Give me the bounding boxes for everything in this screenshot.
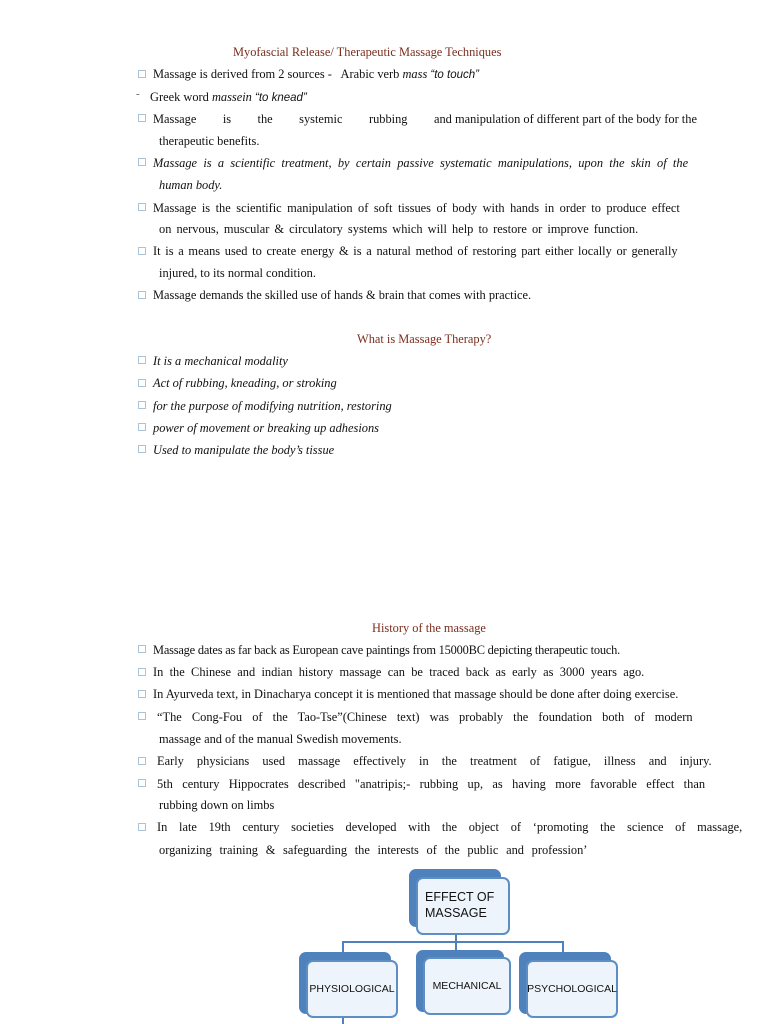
bullet-icon — [138, 757, 146, 765]
bullet-icon — [138, 423, 146, 431]
connector-bottom — [342, 1018, 344, 1024]
paragraph-energy: It is a means used to create energy & is a natural method of restoring part either locally or generally — [153, 244, 678, 258]
chart-root-node — [416, 877, 510, 935]
history-item: In late 19th century societies developed with the object of ‘promoting the science of massage, — [157, 820, 743, 834]
section-title-therapy: What is Massage Therapy? — [357, 332, 492, 346]
bullet-icon — [138, 291, 146, 299]
history-item: Early physicians used massage effectively in the treatment of fatigue, illness and injury. — [157, 754, 712, 768]
history-item: 5th century Hippocrates described "anatripis;- rubbing up, as having more favorable effect than — [157, 777, 706, 791]
bullet-icon — [138, 158, 146, 166]
list-item: for the purpose of modifying nutrition, restoring — [153, 399, 392, 413]
paragraph-line: human body. — [159, 178, 223, 192]
history-item: Massage dates as far back as European cave paintings from 15000BC depicting therapeutic touch. — [153, 643, 621, 657]
bullet-icon — [138, 779, 146, 787]
chart-node-physiological — [306, 960, 398, 1018]
chart-node-label: PSYCHOLOGICAL — [527, 983, 617, 995]
chart-root-label: EFFECT OF MASSAGE — [425, 890, 495, 920]
history-item: “The Cong-Fou of the Tao-Tse”(Chinese text) was probably the foundation both of modern — [157, 710, 693, 724]
bullet-icon — [138, 401, 146, 409]
bullet-icon — [138, 712, 146, 720]
paragraph-line: on nervous, muscular & circulatory systems which will help to restore or improve function. — [159, 222, 639, 236]
list-item: Used to manipulate the body’s tissue — [153, 443, 335, 457]
section-title-history: History of the massage — [372, 621, 486, 635]
list-item: It is a mechanical modality — [153, 354, 288, 368]
chart-node-mechanical — [423, 957, 511, 1015]
bullet-icon — [138, 690, 146, 698]
paragraph-line: organizing training & safeguarding the interests of the public and profession’ — [159, 843, 588, 857]
greek-line: Greek word massein “to knead” — [150, 90, 307, 104]
paragraph-line: massage and of the manual Swedish movements. — [159, 732, 402, 746]
bullet-icon — [138, 445, 146, 453]
list-item: Act of rubbing, kneading, or stroking — [153, 376, 337, 390]
bullet-icon — [138, 70, 146, 78]
chart-node-label: MECHANICAL — [432, 980, 502, 992]
bullet-icon — [138, 203, 146, 211]
bullet-icon — [138, 356, 146, 364]
bullet-icon — [138, 668, 146, 676]
paragraph-line: rubbing down on limbs — [159, 798, 275, 812]
history-item: In Ayurveda text, in Dinacharya concept it is mentioned that massage should be done after doing exercise. — [153, 687, 679, 701]
paragraph-line: injured, to its normal condition. — [159, 266, 316, 280]
list-item: power of movement or breaking up adhesions — [153, 421, 379, 435]
section-title-techniques: Myofascial Release/ Therapeutic Massage Techniques — [233, 45, 502, 59]
history-item: In the Chinese and indian history massage can be traced back as early as 3000 years ago. — [153, 665, 645, 679]
bullet-icon — [138, 114, 146, 122]
paragraph-massage-systemic: Massage is the systemic rubbing and manipulation of different part of the body for the — [153, 112, 697, 126]
bullet-icon — [138, 645, 146, 653]
derived-line: Massage is derived from 2 sources - Arabic verb mass “to touch” — [153, 67, 479, 81]
bullet-icon — [138, 247, 146, 255]
paragraph-skilled-use: Massage demands the skilled use of hands & brain that comes with practice. — [153, 288, 532, 302]
bullet-icon — [138, 379, 146, 387]
connector-horizontal — [342, 941, 564, 943]
paragraph-scientific-manipulation: Massage is the scientific manipulation of soft tissues of body with hands in order to produce effect — [153, 201, 680, 215]
bullet-icon — [138, 823, 146, 831]
chart-node-psychological — [526, 960, 618, 1018]
paragraph-scientific-treatment: Massage is a scientific treatment, by certain passive systematic manipulations, upon the skin of the — [153, 156, 689, 170]
paragraph-line: therapeutic benefits. — [159, 134, 260, 148]
dash-marker: - — [136, 88, 140, 100]
chart-node-label: PHYSIOLOGICAL — [309, 983, 395, 995]
